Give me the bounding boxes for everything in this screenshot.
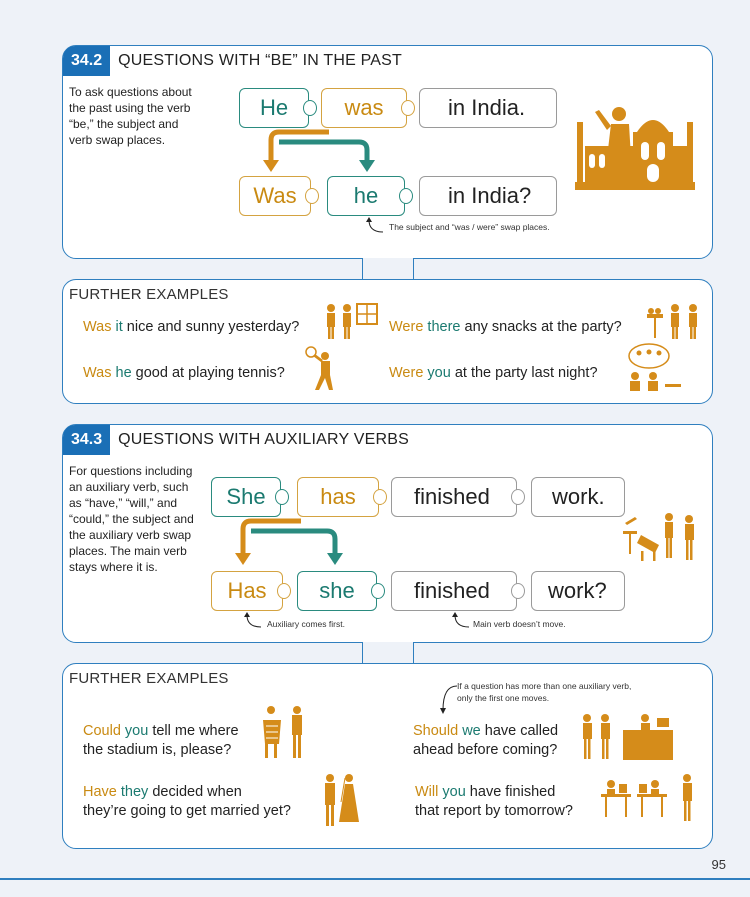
example-line: [415, 783, 573, 802]
question-word: Were: [389, 365, 424, 381]
tennis-player-icon: [305, 346, 341, 392]
word-piece-rest: [419, 88, 557, 128]
pointer-arrow-icon: [363, 216, 387, 236]
section-number: 34.2: [63, 46, 110, 76]
question-word: Should: [413, 723, 459, 739]
section-number: 34.3: [63, 425, 110, 455]
puzzle-knob: [371, 583, 385, 599]
rest-text: any snacks at the party?: [460, 319, 622, 335]
section-title: QUESTIONS WITH AUXILIARY VERBS: [118, 431, 409, 448]
puzzle-knob: [305, 188, 319, 204]
subject-word: they: [120, 784, 149, 800]
office-workers-icon: [621, 511, 705, 563]
section-title: QUESTIONS WITH “BE” IN THE PAST: [118, 52, 402, 69]
section-header: [63, 425, 409, 455]
word-piece-verb: [239, 176, 311, 216]
subject-word: you: [427, 365, 451, 381]
subject-word: there: [427, 319, 461, 335]
main-verb-note: Main verb doesn’t move.: [473, 619, 566, 629]
example-sentence: [415, 783, 573, 821]
pointer-arrow-icon: [449, 611, 473, 631]
word-piece-subject: [327, 176, 405, 216]
subject-word: we: [462, 723, 481, 739]
word-piece-main-verb: [391, 477, 517, 517]
rest-text: nice and sunny yesterday?: [122, 319, 300, 335]
puzzle-knob: [399, 188, 413, 204]
example-sentence: [83, 364, 285, 383]
swap-arrows-icon: [231, 517, 371, 567]
example-sentence: [389, 318, 622, 337]
party-snacks-icon: [645, 302, 703, 340]
word-text: finished: [414, 484, 490, 509]
example-line: [83, 783, 291, 802]
swap-note: The subject and “was / were” swap places.: [389, 222, 550, 232]
further-examples-panel-1: [62, 279, 713, 404]
subject-word: you: [442, 784, 466, 800]
example-sentence: [83, 318, 299, 337]
panel-connector: [362, 642, 414, 664]
word-piece-object: [531, 477, 625, 517]
auxiliary-rule-note: If a question has more than one auxiliary verb, only the first one moves.: [457, 681, 632, 703]
example-line: that report by tomorrow?: [415, 803, 573, 819]
pointer-arrow-icon: [439, 680, 459, 716]
word-text: finished: [414, 578, 490, 603]
example-line: the stadium is, please?: [83, 742, 232, 758]
word-text: work.: [552, 484, 605, 509]
example-sentence: [413, 722, 558, 760]
word-text: Was: [253, 183, 297, 208]
question-word: Will: [415, 784, 439, 800]
subject-word: it: [115, 319, 123, 335]
puzzle-knob: [511, 489, 525, 505]
office-report-icon: [601, 772, 701, 824]
page-number: 95: [711, 857, 726, 872]
puzzle-knob: [511, 583, 525, 599]
word-text: has: [320, 484, 356, 509]
further-examples-title: FURTHER EXAMPLES: [69, 670, 229, 687]
word-piece-verb: [321, 88, 407, 128]
word-piece-subject: [297, 571, 377, 611]
section-intro: To ask questions about the past using the verb “be,” the subject and verb swap places.: [69, 85, 192, 147]
word-text: She: [226, 484, 266, 509]
word-text: she: [319, 578, 355, 603]
question-word: Have: [83, 784, 117, 800]
section-34-3-panel: [62, 424, 713, 643]
subject-word: he: [115, 365, 132, 381]
subject-word: you: [124, 723, 149, 739]
swap-arrows-icon: [259, 128, 399, 174]
word-text: work?: [548, 578, 607, 603]
word-text: in India?: [448, 183, 532, 208]
sunny-window-icon: [323, 302, 381, 340]
example-line: [413, 722, 558, 741]
word-text: in India.: [448, 95, 526, 120]
word-piece-auxiliary: [297, 477, 379, 517]
party-memory-icon: [625, 342, 685, 392]
example-sentence: [83, 783, 291, 821]
word-text: Has: [227, 578, 267, 603]
further-examples-panel-2: [62, 663, 713, 849]
pointer-arrow-icon: [241, 611, 265, 631]
puzzle-knob: [277, 583, 291, 599]
question-word: Was: [83, 319, 112, 335]
word-piece-main-verb: [391, 571, 517, 611]
section-intro: For questions including an auxiliary verb, such as “have,” “will,” and “could,” the subject and the auxiliary verb swap places. The main verb stays where it is.: [69, 464, 194, 574]
rest-text: have called: [480, 723, 559, 739]
rest-text: at the party last night?: [450, 365, 598, 381]
section-header: [63, 46, 402, 76]
puzzle-knob: [373, 489, 387, 505]
word-piece-subject: [239, 88, 309, 128]
example-line: ahead before coming?: [413, 742, 558, 758]
word-text: he: [353, 183, 379, 208]
question-word: Was: [83, 365, 112, 381]
further-examples-title: FURTHER EXAMPLES: [69, 286, 229, 303]
rest-text: good at playing tennis?: [131, 365, 285, 381]
section-34-2-panel: [62, 45, 713, 259]
panel-connector: [362, 258, 414, 280]
taj-mahal-tourist-icon: [575, 102, 695, 196]
word-text: He: [259, 95, 289, 120]
puzzle-knob: [303, 100, 317, 116]
rest-text: tell me where: [148, 723, 239, 739]
wedding-couple-icon: [319, 772, 363, 828]
word-piece-object: [531, 571, 625, 611]
example-sentence: [389, 364, 598, 383]
auxiliary-note: Auxiliary comes first.: [267, 619, 345, 629]
directions-icon: [259, 704, 311, 760]
word-piece-rest: [419, 176, 557, 216]
word-text: was: [344, 95, 384, 120]
puzzle-knob: [275, 489, 289, 505]
reception-desk-icon: [579, 710, 675, 762]
rest-text: have finished: [465, 784, 556, 800]
example-sentence: [83, 722, 239, 760]
rest-text: decided when: [148, 784, 242, 800]
word-piece-auxiliary: [211, 571, 283, 611]
footer-divider: [0, 878, 750, 880]
example-line: they’re going to get married yet?: [83, 803, 291, 819]
puzzle-knob: [401, 100, 415, 116]
word-piece-subject: [211, 477, 281, 517]
question-word: Could: [83, 723, 121, 739]
question-word: Were: [389, 319, 424, 335]
example-line: [83, 722, 239, 741]
